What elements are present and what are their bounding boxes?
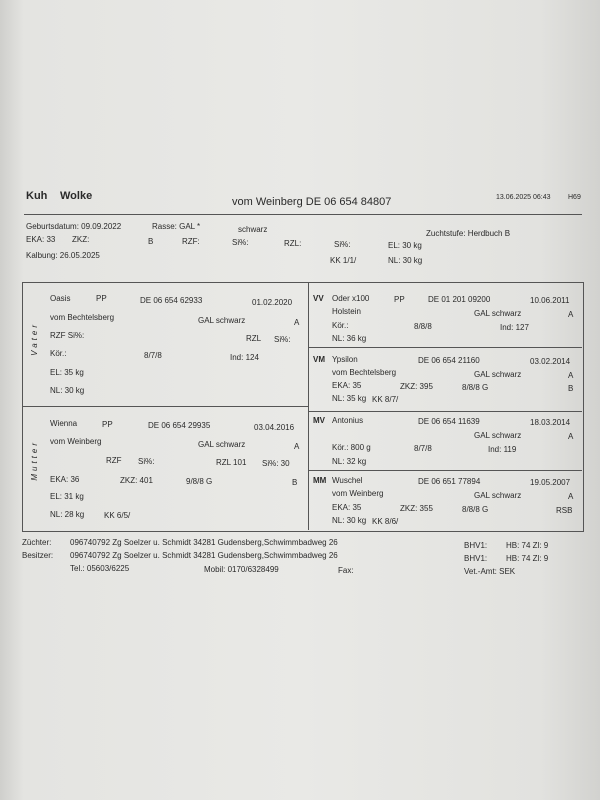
owner-label: Besitzer: bbox=[22, 551, 54, 560]
mv-date: 18.03.2014 bbox=[530, 418, 571, 427]
print-timestamp: 13.06.2025 06:43 bbox=[496, 194, 551, 201]
vater-grade: A bbox=[294, 318, 300, 327]
mm-grade: A bbox=[568, 492, 574, 501]
mv-index: Ind: 119 bbox=[488, 445, 517, 454]
vater-kor: Kör.: bbox=[50, 349, 67, 358]
rzf: RZF: bbox=[182, 237, 200, 246]
el: EL: 30 kg bbox=[388, 241, 422, 250]
breeder-text: 096740792 Zg Soelzer u. Schmidt 34281 Gudensberg,Schwimmbadweg 26 bbox=[70, 538, 338, 547]
mv-breed: GAL schwarz bbox=[474, 431, 522, 440]
vater-mutter-divider bbox=[23, 406, 308, 407]
mutter-id: DE 06 654 29935 bbox=[148, 421, 211, 430]
vv-name: Oder x100 bbox=[332, 294, 370, 303]
mutter-nl: NL: 28 kg bbox=[50, 510, 85, 519]
rzl: RZL: bbox=[284, 239, 302, 248]
vater-index: Ind: 124 bbox=[230, 353, 259, 362]
vater-id: DE 06 654 62933 bbox=[140, 296, 203, 305]
vater-kor-value: 8/7/8 bbox=[144, 351, 162, 360]
breed: Rasse: GAL * bbox=[152, 222, 201, 231]
vv-kor-value: 8/8/8 bbox=[414, 322, 432, 331]
vm-date: 03.02.2014 bbox=[530, 357, 571, 366]
birth-date: Geburtsdatum: 09.09.2022 bbox=[26, 222, 122, 231]
vv-kor: Kör.: bbox=[332, 321, 349, 330]
vater-breed: GAL schwarz bbox=[198, 316, 246, 325]
nl: NL: 30 kg bbox=[388, 256, 423, 265]
vv-pp: PP bbox=[394, 295, 405, 304]
mv-name: Antonius bbox=[332, 416, 364, 425]
vater-el: EL: 35 kg bbox=[50, 368, 84, 377]
mm-breed: GAL schwarz bbox=[474, 491, 522, 500]
eka: EKA: 33 bbox=[26, 235, 56, 244]
vv-nl: NL: 36 kg bbox=[332, 334, 367, 343]
vm-eka: EKA: 35 bbox=[332, 381, 362, 390]
mv-grade: A bbox=[568, 432, 574, 441]
vm-grade2: B bbox=[568, 384, 574, 393]
vm-kor-value: 8/8/8 G bbox=[462, 383, 489, 392]
vv-breed: GAL schwarz bbox=[474, 309, 522, 318]
fax: Fax: bbox=[338, 566, 354, 575]
mutter-rzf: RZF bbox=[106, 456, 122, 465]
mutter-kk: KK 6/5/ bbox=[104, 511, 131, 520]
mutter-si2: Si%: 30 bbox=[262, 459, 290, 468]
zkz: ZKZ: bbox=[72, 235, 90, 244]
mv-nl: NL: 32 kg bbox=[332, 457, 367, 466]
vv-tag: VV bbox=[313, 294, 324, 303]
vater-rzl-si: Si%: bbox=[274, 335, 291, 344]
vm-tag: VM bbox=[313, 355, 325, 364]
animal-name: Wolke bbox=[60, 190, 93, 202]
color: schwarz bbox=[238, 225, 268, 234]
mutter-zkz: ZKZ: 401 bbox=[120, 476, 153, 485]
mm-kor-value: 8/8/8 G bbox=[462, 505, 489, 514]
mutter-date: 03.04.2016 bbox=[254, 423, 295, 432]
vv-date: 10.06.2011 bbox=[530, 296, 570, 305]
mutter-label: Mutter bbox=[30, 440, 39, 481]
vm-kk: KK 8/7/ bbox=[372, 395, 399, 404]
breeder-label: Züchter: bbox=[22, 538, 52, 547]
breeder-bhv: BHV1: bbox=[464, 541, 488, 550]
mutter-el: EL: 31 kg bbox=[50, 492, 84, 501]
calving: Kalbung: 26.05.2025 bbox=[26, 251, 100, 260]
breeder-hb: HB: 74 Zl: 9 bbox=[506, 541, 549, 550]
mm-tag: MM bbox=[313, 476, 327, 485]
owner-text: 096740792 Zg Soelzer u. Schmidt 34281 Gudensberg,Schwimmbadweg 26 bbox=[70, 551, 338, 560]
vater-rzf: RZF Si%: bbox=[50, 331, 85, 340]
owner-hb: HB: 74 Zl: 9 bbox=[506, 554, 549, 563]
vv-id: DE 01 201 09200 bbox=[428, 295, 491, 304]
vm-zkz: ZKZ: 395 bbox=[400, 382, 433, 391]
mobile: Mobil: 0170/6328499 bbox=[204, 565, 279, 574]
mm-nl: NL: 30 kg bbox=[332, 516, 367, 525]
vm-id: DE 06 654 21160 bbox=[418, 356, 480, 365]
vater-label: Vater bbox=[30, 322, 39, 356]
mutter-eka: EKA: 36 bbox=[50, 475, 80, 484]
mv-id: DE 06 654 11639 bbox=[418, 417, 480, 426]
print-code: H69 bbox=[568, 194, 581, 201]
kk: KK 1/1/ bbox=[330, 256, 357, 265]
mutter-rzl: RZL 101 bbox=[216, 458, 247, 467]
pedigree-center-line bbox=[308, 283, 309, 530]
vet-office: Vet.-Amt: SEK bbox=[464, 567, 516, 576]
mutter-grade2: B bbox=[292, 478, 298, 487]
vater-from: vom Bechtelsberg bbox=[50, 313, 115, 322]
animal-origin: vom Weinberg DE 06 654 84807 bbox=[232, 196, 392, 208]
mm-id: DE 06 651 77894 bbox=[418, 477, 481, 486]
breeding-level: Zuchtstufe: Herdbuch B bbox=[426, 229, 511, 238]
mv-mm-divider bbox=[308, 470, 582, 471]
mv-tag: MV bbox=[313, 416, 325, 425]
vv-index: Ind: 127 bbox=[500, 323, 529, 332]
phone: Tel.: 05603/6225 bbox=[70, 564, 130, 573]
vm-name: Ypsilon bbox=[332, 355, 358, 364]
vv-grade: A bbox=[568, 310, 574, 319]
mutter-name: Wienna bbox=[50, 419, 78, 428]
mm-zkz: ZKZ: 355 bbox=[400, 504, 433, 513]
si2: Si%: bbox=[334, 240, 351, 249]
mm-name: Wuschel bbox=[332, 476, 363, 485]
mm-grade2: RSB bbox=[556, 506, 573, 515]
vm-breed: GAL schwarz bbox=[474, 370, 522, 379]
vater-name: Oasis bbox=[50, 294, 71, 303]
vater-rzl: RZL bbox=[246, 334, 262, 343]
mm-date: 19.05.2007 bbox=[530, 478, 571, 487]
vm-nl: NL: 35 kg bbox=[332, 394, 367, 403]
mm-from: vom Weinberg bbox=[332, 489, 384, 498]
mutter-grade: A bbox=[294, 442, 300, 451]
mutter-si: Si%: bbox=[138, 457, 155, 466]
grade-b: B bbox=[148, 237, 154, 246]
vater-date: 01.02.2020 bbox=[252, 298, 293, 307]
vater-pp: PP bbox=[96, 294, 107, 303]
owner-bhv: BHV1: bbox=[464, 554, 488, 563]
mutter-pp: PP bbox=[102, 420, 113, 429]
mm-kk: KK 8/6/ bbox=[372, 517, 399, 526]
mutter-from: vom Weinberg bbox=[50, 437, 102, 446]
mm-eka: EKA: 35 bbox=[332, 503, 362, 512]
mv-kor: Kör.: 800 g bbox=[332, 443, 371, 452]
vater-nl: NL: 30 kg bbox=[50, 386, 85, 395]
vm-from: vom Bechtelsberg bbox=[332, 368, 397, 377]
vv-from: Holstein bbox=[332, 307, 361, 316]
vv-vm-divider bbox=[308, 347, 582, 348]
header-divider bbox=[24, 214, 582, 215]
vm-grade: A bbox=[568, 371, 574, 380]
si: Si%: bbox=[232, 238, 249, 247]
mv-kor-value: 8/7/8 bbox=[414, 444, 432, 453]
mutter-kor-value: 9/8/8 G bbox=[186, 477, 213, 486]
vm-mv-divider bbox=[308, 411, 582, 412]
mutter-breed: GAL schwarz bbox=[198, 440, 246, 449]
animal-type: Kuh bbox=[26, 190, 48, 202]
